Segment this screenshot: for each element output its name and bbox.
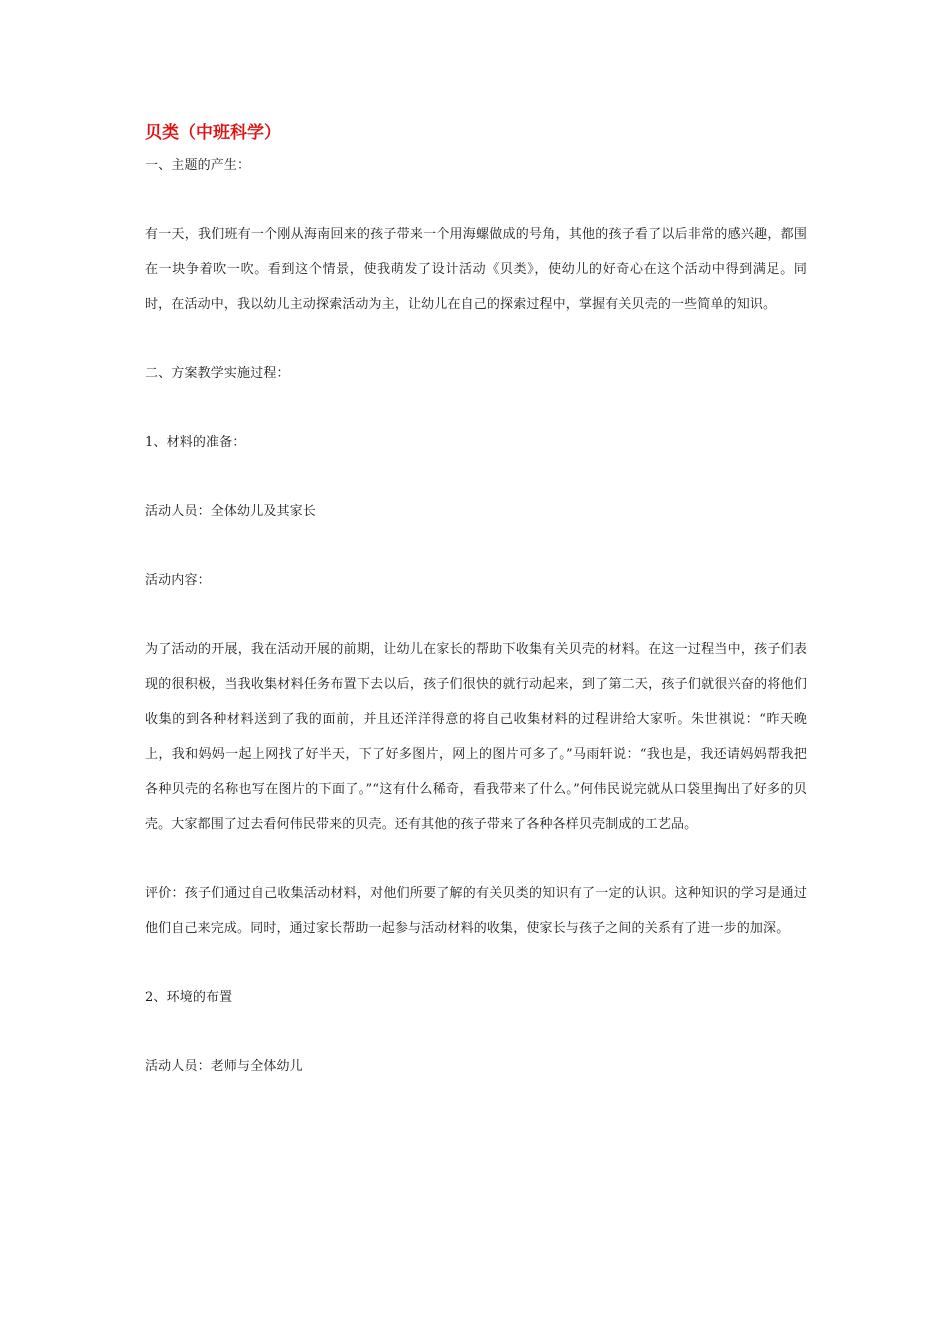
spacer <box>145 529 807 563</box>
step2-heading: 2、环境的布置 <box>145 990 233 1005</box>
step1-content-body: 为了活动的开展，我在活动开展的前期，让幼儿在家长的帮助下收集有关贝壳的材料。在这一过程当中，孩子们表现的很积极，当我收集材料任务布置下去以后，孩子们很快的就行动起来，到了第二天，孩子们就很兴奋的将他们收集的到各种材料送到了我的面前，并且还洋洋得意的将自己收集材料的过程讲给大家听。朱世祺说：“昨天晚上，我和妈妈一起上网找了好半天，下了好多图片，网上的图片可多了。”马雨轩说：“我也是，我还请妈妈帮我把各种贝壳的名称也写在图片的下面了。”“这有什么稀奇，看我带来了什么。”何伟民说完就从口袋里掏出了好多的贝壳。大家都围了过去看何伟民带来的贝壳。还有其他的孩子带来了各种各样贝壳制成的工艺品。 <box>145 642 807 832</box>
section1-heading: 一、主题的产生： <box>145 158 251 173</box>
spacer <box>145 322 807 356</box>
step1-heading: 1、材料的准备： <box>145 435 246 450</box>
step2-people: 活动人员：老师与全体幼儿 <box>145 1059 303 1074</box>
spacer <box>145 842 807 876</box>
step1-people: 活动人员：全体幼儿及其家长 <box>145 504 316 519</box>
section1-body: 有一天，我们班有一个刚从海南回来的孩子带来一个用海螺做成的号角，其他的孩子看了以后非常的感兴趣，都围在一块争着吹一吹。看到这个情景，使我萌发了设计活动《贝类》，使幼儿的好奇心在这个活动中得到满足。同时，在活动中，我以幼儿主动探索活动为主，让幼儿在自己的探索过程中，掌握有关贝壳的一些简单的知识。 <box>145 227 807 312</box>
document-title: 贝类（中班科学） <box>145 123 281 143</box>
section2-heading: 二、方案教学实施过程： <box>145 366 290 381</box>
step1-content-label: 活动内容： <box>145 573 211 588</box>
spacer <box>145 183 807 217</box>
spacer <box>145 946 807 980</box>
spacer <box>145 391 807 425</box>
spacer <box>145 598 807 632</box>
spacer <box>145 460 807 494</box>
spacer <box>145 1015 807 1049</box>
document-page <box>145 120 807 1084</box>
step1-evaluation: 评价：孩子们通过自己收集活动材料，对他们所要了解的有关贝类的知识有了一定的认识。这种知识的学习是通过他们自己来完成。同时，通过家长帮助一起参与活动材料的收集，使家长与孩子之间的关系有了进一步的加深。 <box>145 886 807 936</box>
